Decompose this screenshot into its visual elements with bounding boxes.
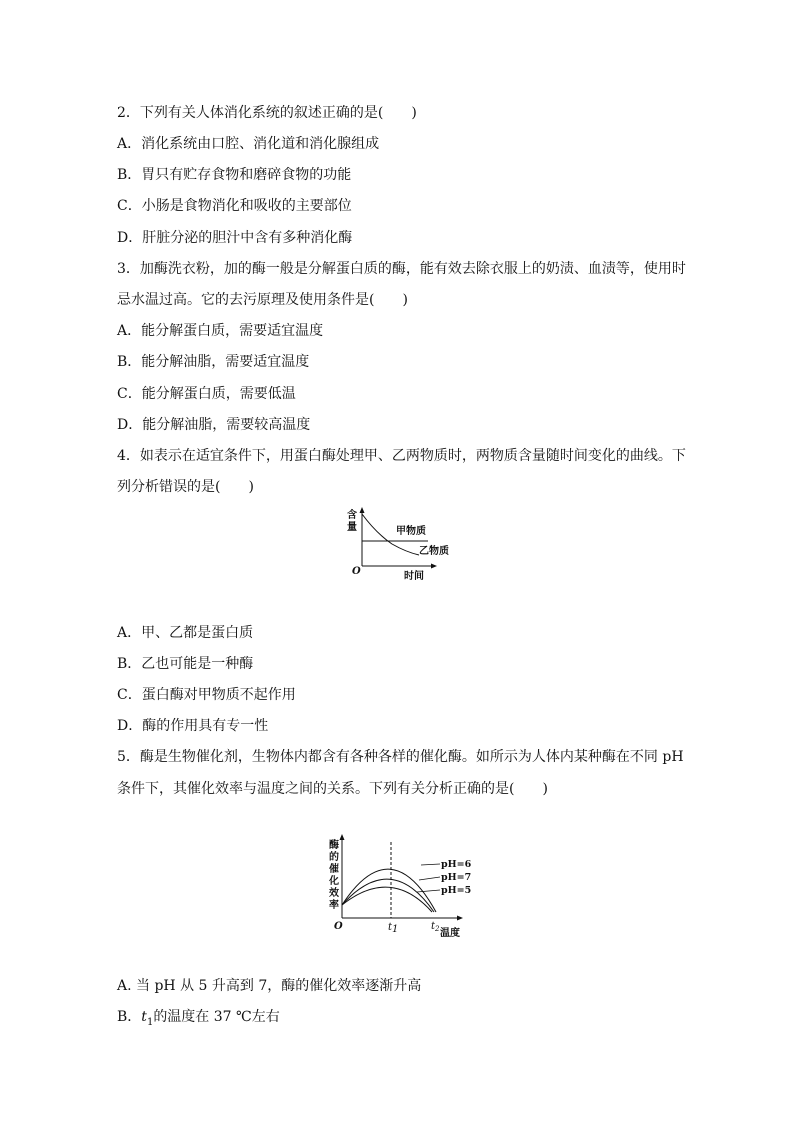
q4-stem-line2: 列分析错误的是( ) [117, 479, 254, 495]
q5-stem-line2: 条件下，其催化效率与温度之间的关系。下列有关分析正确的是( ) [117, 781, 548, 797]
q4-x-axis-arrow [431, 564, 437, 569]
q4-option-b: B．乙也可能是一种酶 [117, 656, 254, 672]
q4-ylabel-1: 含 [347, 510, 357, 521]
q5-ylabel-2: 催 [329, 864, 339, 875]
q5-t1-label: t1 [388, 922, 399, 935]
q5-label-ph6: pH=6 [441, 859, 471, 870]
q4-option-d: D．酶的作用具有专一性 [117, 718, 269, 734]
q5-label-ph7: pH=7 [441, 872, 471, 883]
q5-ylabel-4: 效 [329, 888, 339, 899]
q5-option-a: A. 当 pH 从 5 升高到 7，酶的催化效率逐渐升高 [117, 978, 422, 994]
q3-option-c: C．能分解蛋白质，需要低温 [117, 386, 296, 402]
q4-option-a: A．甲、乙都是蛋白质 [117, 625, 254, 641]
q5-ylabel-1: 的 [329, 852, 339, 863]
q3-stem-line2: 忌水温过高。它的去污原理及使用条件是( ) [117, 292, 408, 308]
q3-option-b: B．能分解油脂，需要适宜温度 [117, 354, 310, 370]
q2-stem: 2．下列有关人体消化系统的叙述正确的是( ) [117, 105, 417, 121]
q5-ylabel-5: 率 [329, 900, 339, 911]
q5-label-ph5: pH=5 [441, 885, 471, 896]
q4-stem-line1: 4．如表示在适宜条件下，用蛋白酶处理甲、乙两物质时，两物质含量随时间变化的曲线。下 [117, 448, 686, 464]
q5-xlabel: 温度 [440, 928, 460, 939]
q4-ylabel-2: 量 [347, 522, 357, 533]
q4-y-axis-arrow [360, 507, 365, 513]
q2-option-a: A．消化系统由口腔、消化道和消化腺组成 [117, 136, 380, 152]
q3-stem-line1: 3．加酶洗衣粉，加的酶一般是分解蛋白质的酶，能有效去除衣服上的奶渍、血渍等，使用时 [117, 261, 686, 277]
q5-option-b-prefix: B． [117, 1009, 142, 1025]
q5-x-axis-arrow [457, 916, 463, 921]
q2-option-d: D．肝脏分泌的胆汁中含有多种消化酶 [117, 230, 353, 246]
q4-figure [340, 504, 460, 582]
q5-option-b-sub: 1 [146, 1016, 154, 1028]
q5-figure [326, 832, 471, 942]
q5-t2-label: $t_2$ [431, 921, 440, 933]
q5-y-axis-arrow [340, 834, 345, 840]
q5-leader-ph5 [417, 890, 440, 892]
q4-origin: O [352, 566, 361, 577]
q3-option-a: A．能分解蛋白质，需要适宜温度 [117, 323, 324, 339]
q5-option-b [117, 1007, 280, 1033]
q5-ylabel-0: 酶 [329, 840, 339, 851]
q2-option-c: C．小肠是食物消化和吸收的主要部位 [117, 198, 352, 214]
q4-label-yi: 乙物质 [419, 546, 449, 557]
q5-curve-ph5 [342, 887, 432, 912]
q5-option-b-suffix: 的温度在 37 ℃左右 [153, 1009, 280, 1025]
q4-xlabel: 时间 [404, 571, 424, 582]
q5-stem-line1: 5．酶是生物催化剂，生物体内都含有各种各样的催化酶。如所示为人体内某种酶在不同 pH [117, 749, 684, 765]
q5-leader-ph6 [421, 864, 440, 865]
q5-origin: O [334, 921, 343, 932]
q4-label-jia: 甲物质 [396, 526, 426, 537]
q5-leader-ph7 [419, 877, 440, 880]
q5-curve-ph6 [342, 869, 436, 912]
q5-ylabel-3: 化 [329, 876, 339, 887]
q2-option-b: B．胃只有贮存食物和磨碎食物的功能 [117, 167, 352, 183]
q4-option-c: C．蛋白酶对甲物质不起作用 [117, 687, 296, 703]
q5-option-b-t: t [141, 1009, 147, 1025]
q3-option-d: D．能分解油脂，需要较高温度 [117, 417, 311, 433]
